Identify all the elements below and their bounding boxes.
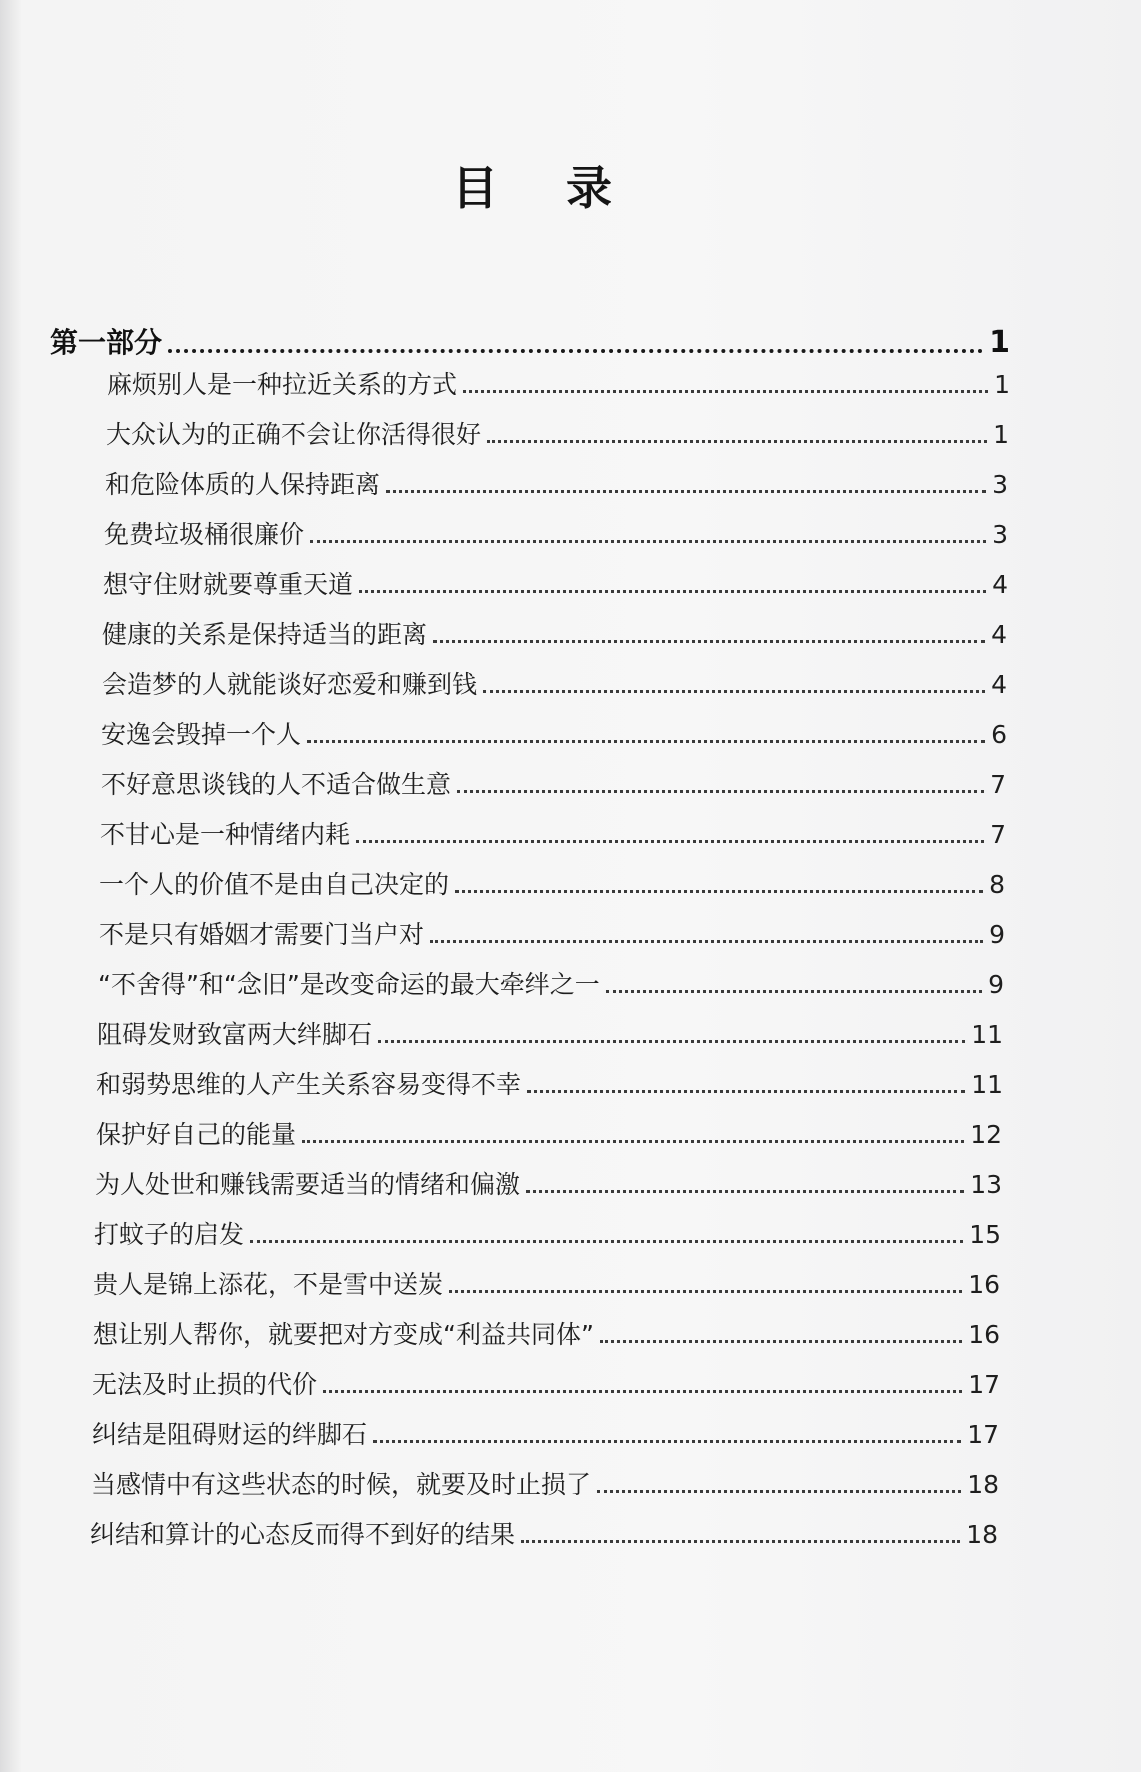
toc-entry-page: 18 bbox=[967, 1470, 999, 1499]
dot-leader bbox=[307, 740, 985, 743]
toc-entry bbox=[93, 1260, 1000, 1300]
toc-entry-page: 11 bbox=[971, 1020, 1003, 1049]
dot-leader bbox=[373, 1440, 961, 1443]
toc-entry-page: 16 bbox=[968, 1270, 1000, 1299]
toc-entry-page: 18 bbox=[966, 1520, 998, 1549]
dot-leader bbox=[597, 1490, 961, 1493]
toc-entry bbox=[106, 410, 1009, 450]
toc-entry-title: 纠结和算计的心态反而得不到好的结果 bbox=[90, 1520, 516, 1549]
dot-leader bbox=[433, 640, 985, 643]
toc-title: 目 录 bbox=[451, 161, 638, 215]
dot-leader bbox=[302, 1140, 964, 1143]
toc-entry bbox=[95, 1160, 1002, 1200]
toc-entry-title: 为人处世和赚钱需要适当的情绪和偏激 bbox=[95, 1170, 521, 1199]
toc-entry-page: 7 bbox=[990, 820, 1006, 849]
toc-entry bbox=[93, 1310, 1000, 1350]
toc-entry bbox=[92, 1410, 999, 1450]
toc-entry-title: 当感情中有这些状态的时候，就要及时止损了 bbox=[91, 1470, 592, 1499]
toc-part-page: 1 bbox=[989, 325, 1010, 360]
dot-leader bbox=[386, 490, 986, 493]
toc-entry bbox=[104, 510, 1008, 550]
toc-entry-title: 不好意思谈钱的人不适合做生意 bbox=[101, 770, 452, 799]
toc-entry-page: 4 bbox=[992, 570, 1008, 599]
toc-entry-title: 和危险体质的人保持距离 bbox=[105, 470, 381, 499]
toc-entry-title: 阻碍发财致富两大绊脚石 bbox=[97, 1020, 373, 1049]
dot-leader bbox=[449, 1290, 962, 1293]
toc-entry bbox=[92, 1360, 1000, 1400]
toc-entry-page: 9 bbox=[988, 970, 1004, 999]
toc-entry bbox=[98, 960, 1004, 1000]
toc-entry bbox=[94, 1210, 1001, 1250]
toc-entry-title: 想守住财就要尊重天道 bbox=[103, 570, 354, 599]
dot-leader bbox=[487, 440, 987, 443]
toc-entry-page: 4 bbox=[991, 670, 1007, 699]
dot-leader bbox=[600, 1340, 962, 1343]
toc-entry bbox=[100, 810, 1006, 850]
dot-leader bbox=[168, 349, 983, 353]
toc-entry bbox=[103, 560, 1008, 600]
dot-leader bbox=[483, 690, 985, 693]
toc-entry-page: 11 bbox=[971, 1070, 1003, 1099]
toc-entry bbox=[97, 1010, 1003, 1050]
dot-leader bbox=[359, 590, 986, 593]
toc-entry-page: 3 bbox=[992, 520, 1008, 549]
toc-entry bbox=[105, 460, 1008, 500]
toc-entry bbox=[96, 1110, 1002, 1150]
toc-entry-title: 一个人的价值不是由自己决定的 bbox=[99, 870, 450, 899]
dot-leader bbox=[356, 840, 984, 843]
toc-entry-page: 13 bbox=[970, 1170, 1002, 1199]
toc-entry-title: 无法及时止损的代价 bbox=[92, 1370, 318, 1399]
toc-entry-title: 不是只有婚姻才需要门当户对 bbox=[99, 920, 425, 949]
toc-entry-title: 和弱势思维的人产生关系容易变得不幸 bbox=[96, 1070, 522, 1099]
toc-entry-page: 17 bbox=[967, 1420, 999, 1449]
toc-entry-title: 麻烦别人是一种拉近关系的方式 bbox=[107, 370, 458, 399]
dot-leader bbox=[526, 1190, 964, 1193]
toc-entry-title: 健康的关系是保持适当的距离 bbox=[102, 620, 428, 649]
toc-entry bbox=[91, 1460, 999, 1500]
toc-entry-page: 15 bbox=[969, 1220, 1001, 1249]
toc-entry bbox=[99, 910, 1005, 950]
toc-part-row bbox=[50, 318, 1010, 358]
toc-entry bbox=[101, 710, 1007, 750]
toc-part-label: 第一部分 bbox=[50, 326, 163, 359]
dot-leader bbox=[527, 1090, 965, 1093]
toc-entry-title: 贵人是锦上添花，不是雪中送炭 bbox=[93, 1270, 444, 1299]
toc-entry bbox=[90, 1510, 998, 1550]
toc-entry bbox=[101, 760, 1006, 800]
toc-entry-page: 3 bbox=[992, 470, 1008, 499]
dot-leader bbox=[606, 990, 982, 993]
toc-entry bbox=[96, 1060, 1003, 1100]
toc-entry-page: 8 bbox=[989, 870, 1005, 899]
toc-entry-page: 16 bbox=[968, 1320, 1000, 1349]
dot-leader bbox=[430, 940, 983, 943]
toc-entry bbox=[102, 610, 1007, 650]
toc-entry-title: 纠结是阻碍财运的绊脚石 bbox=[92, 1420, 368, 1449]
toc-entry bbox=[99, 860, 1005, 900]
dot-leader bbox=[323, 1390, 962, 1393]
toc-entry-page: 1 bbox=[993, 420, 1009, 449]
toc-entry-title: 不甘心是一种情绪内耗 bbox=[100, 820, 351, 849]
toc-entry-title: 想让别人帮你，就要把对方变成“利益共同体” bbox=[93, 1320, 594, 1349]
toc-entry-page: 12 bbox=[970, 1120, 1002, 1149]
toc-entry-title: 打蚊子的启发 bbox=[94, 1220, 245, 1249]
toc-entry-title: 保护好自己的能量 bbox=[96, 1120, 297, 1149]
dot-leader bbox=[457, 790, 984, 793]
dot-leader bbox=[378, 1040, 965, 1043]
toc-entry bbox=[107, 360, 1010, 400]
toc-entry-page: 1 bbox=[994, 370, 1010, 399]
toc-entry-title: 大众认为的正确不会让你活得很好 bbox=[106, 420, 482, 449]
toc-entry-title: “不舍得”和“念旧”是改变命运的最大牵绊之一 bbox=[98, 970, 600, 999]
dot-leader bbox=[455, 890, 983, 893]
toc-entry-page: 7 bbox=[990, 770, 1006, 799]
toc-entry-page: 4 bbox=[991, 620, 1007, 649]
toc-entry-title: 免费垃圾桶很廉价 bbox=[104, 520, 305, 549]
dot-leader bbox=[310, 540, 986, 543]
dot-leader bbox=[521, 1540, 960, 1543]
toc-entry-page: 6 bbox=[991, 720, 1007, 749]
dot-leader bbox=[463, 390, 988, 393]
toc-entry bbox=[102, 660, 1007, 700]
toc-entry-title: 安逸会毁掉一个人 bbox=[101, 720, 302, 749]
dot-leader bbox=[250, 1240, 963, 1243]
toc-entry-page: 17 bbox=[968, 1370, 1000, 1399]
toc-entry-page: 9 bbox=[989, 920, 1005, 949]
toc-entry-title: 会造梦的人就能谈好恋爱和赚到钱 bbox=[102, 670, 478, 699]
